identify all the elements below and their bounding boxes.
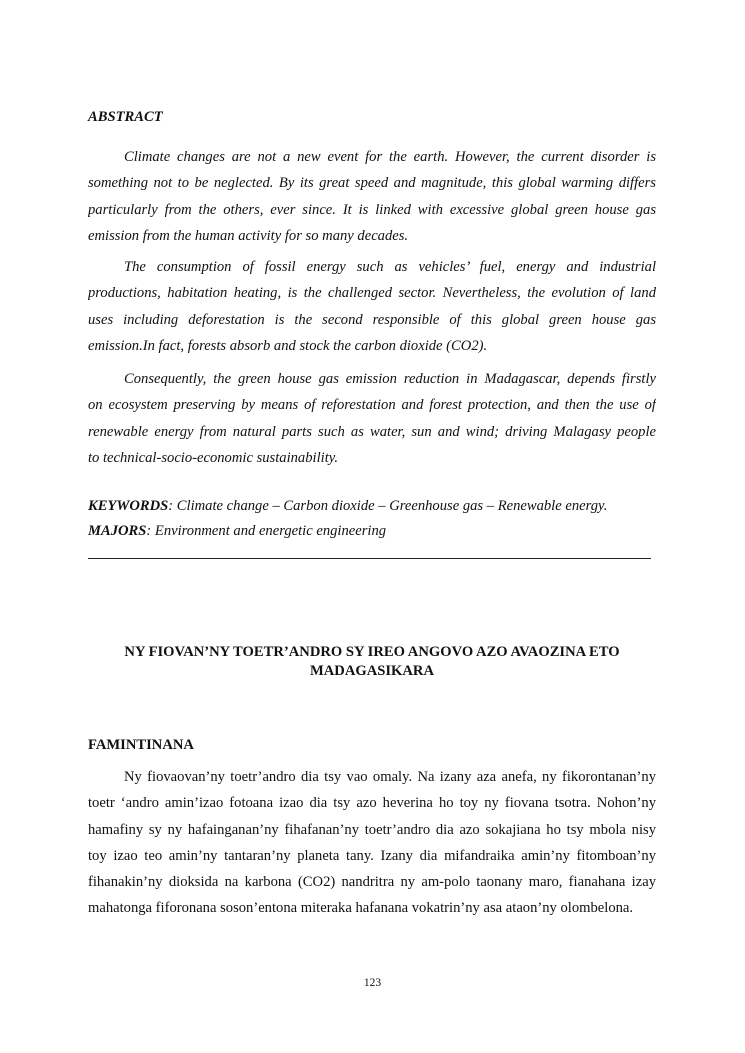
text-line: on ecosystem preserving by means of reforestation and forest protection, and then the use of <box>88 397 656 414</box>
text-line: productions, habitation heating, is the challenged sector. Nevertheless, the evolution of land <box>88 285 656 302</box>
malagasy-title <box>88 643 656 681</box>
abstract-paragraph-1 <box>88 144 656 249</box>
text-line: particularly from the others, ever since. It is linked with excessive global green house gas <box>88 201 656 218</box>
text-line: hamafiny sy ny hafainganan’ny fihafanan’ny toetr’andro dia azo sokajiana ho tsy mbola nisy <box>88 821 656 838</box>
text-line: uses including deforestation is the second responsible of this global green house gas <box>88 311 656 328</box>
page-number: 123 <box>363 977 382 989</box>
text-line: toy izao teo amin’ny tantaran’ny planeta tany. Izany dia mifandraika amin’ny fitomboan’ny <box>88 847 656 864</box>
text-line: Climate changes are not a new event for the earth. However, the current disorder is <box>124 149 656 165</box>
keywords-label: KEYWORDS <box>88 498 169 514</box>
text-line: emission.In fact, forests absorb and stock the carbon dioxide (CO2). <box>88 337 488 354</box>
text-line: Consequently, the green house gas emission reduction in Madagascar, depends firstly <box>124 371 656 387</box>
text-line: renewable energy from natural parts such as water, sun and wind; driving Malagasy people <box>88 423 656 440</box>
title-line: MADAGASIKARA <box>309 663 435 679</box>
keywords <box>88 494 656 519</box>
famintinana-paragraph <box>88 764 656 922</box>
text-line: The consumption of fossil energy such as vehicles’ fuel, energy and industrial <box>124 259 656 275</box>
text-line: emission from the human activity for so many decades. <box>88 227 409 244</box>
text-line: something not to be neglected. By its great speed and magnitude, this global warming differs <box>88 175 656 192</box>
keywords-text: : Climate change – Carbon dioxide – Greenhouse gas – Renewable energy. <box>168 498 608 514</box>
majors-text: : Environment and energetic engineering <box>146 523 387 539</box>
abstract-paragraph-2 <box>88 254 656 359</box>
text-line: Ny fiovaovan’ny toetr’andro dia tsy vao omaly. Na izany aza anefa, ny fikorontanan’ny <box>124 769 656 785</box>
majors-label: MAJORS <box>88 523 147 539</box>
text-line: fihanakin’ny dioksida na karbona (CO2) nandritra ny am-polo taonany maro, fianahana izay <box>88 874 656 891</box>
majors <box>88 519 656 544</box>
abstract-heading: ABSTRACT <box>88 109 163 125</box>
famintinana-heading: FAMINTINANA <box>88 737 194 753</box>
text-line: mahatonga fiforonana soson’entona miteraka hafanana vokatrin’ny asa ataon’ny olombelona. <box>88 900 634 917</box>
abstract-paragraph-3 <box>88 366 656 471</box>
text-line: toetr ‘andro amin’izao fotoana izao dia tsy azo heverina ho toy ny fiovana tsotra. Nohon’ny <box>88 795 656 812</box>
separator-line <box>88 558 651 559</box>
title-line: NY FIOVAN’NY TOETR’ANDRO SY IREO ANGOVO AZO AVAOZINA ETO <box>124 644 620 660</box>
text-line: to technical-socio-economic sustainability. <box>88 449 339 466</box>
